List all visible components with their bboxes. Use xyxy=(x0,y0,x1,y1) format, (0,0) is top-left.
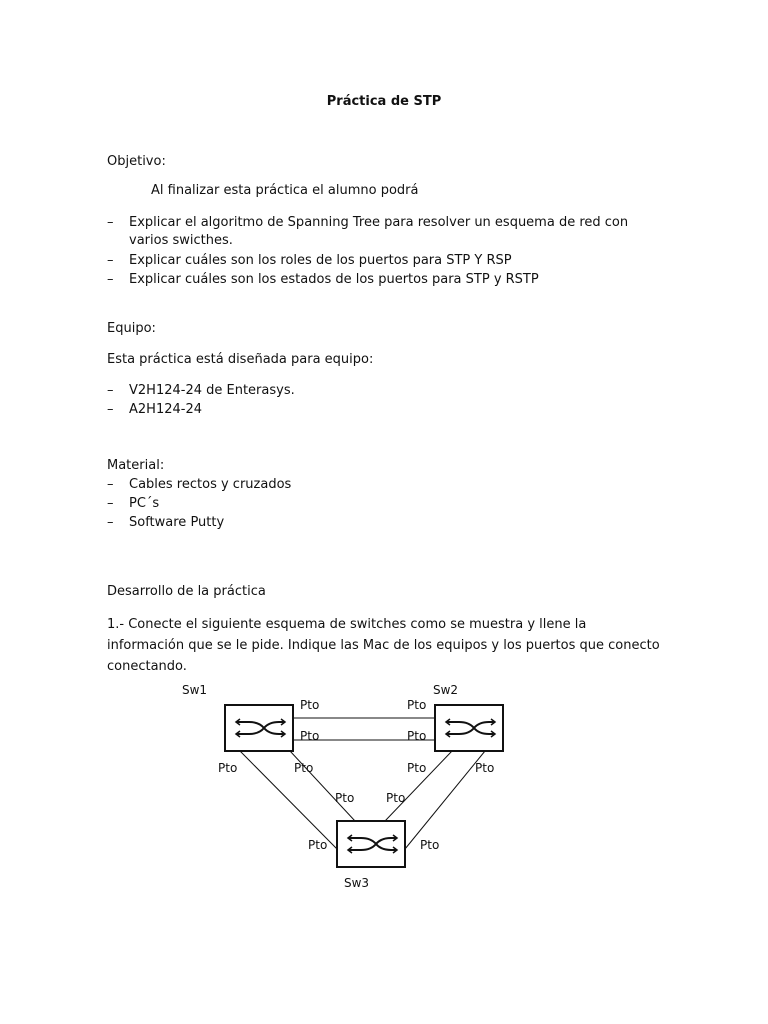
desarrollo-step-1: 1.- Conecte el siguiente esquema de switches como se muestra y llene la información que se le pide. Indique las Mac de los equipos y los puertos que conecto conectando. xyxy=(107,617,660,674)
switch-label-sw3: Sw3 xyxy=(344,876,370,890)
bullet-dash: – xyxy=(107,477,114,492)
material-heading: Material: xyxy=(107,458,165,473)
port-label: Pto xyxy=(407,729,427,743)
port-label: Pto xyxy=(386,791,406,805)
port-label: Pto xyxy=(300,698,320,712)
bullet-dash: – xyxy=(107,383,114,398)
bullet-dash: – xyxy=(107,215,114,230)
port-label: Pto xyxy=(407,698,427,712)
desarrollo-heading: Desarrollo de la práctica xyxy=(107,584,266,599)
material-item: Cables rectos y cruzados xyxy=(129,477,292,492)
port-label: Pto xyxy=(420,838,440,852)
bullet-dash: – xyxy=(107,496,114,511)
port-label: Pto xyxy=(218,761,238,775)
page-title: Práctica de STP xyxy=(326,94,442,109)
port-label: Pto xyxy=(300,729,320,743)
bullet-dash: – xyxy=(107,515,114,530)
equipo-heading: Equipo: xyxy=(107,321,156,336)
objetivo-heading: Objetivo: xyxy=(107,154,166,169)
objetivo-item: Explicar cuáles son los estados de los puertos para STP y RSTP xyxy=(129,272,539,287)
port-label: Pto xyxy=(475,761,495,775)
bullet-dash: – xyxy=(107,272,114,287)
equipo-item: V2H124-24 de Enterasys. xyxy=(129,383,295,398)
material-item: Software Putty xyxy=(129,515,225,530)
equipo-item: A2H124-24 xyxy=(129,402,202,417)
bullet-dash: – xyxy=(107,253,114,268)
switch-sw2 xyxy=(435,705,503,751)
switch-label-sw1: Sw1 xyxy=(182,683,208,697)
objetivo-item: Explicar el algoritmo de Spanning Tree para resolver un esquema de red con varios swicthes. xyxy=(129,215,629,248)
equipo-intro: Esta práctica está diseñada para equipo: xyxy=(107,352,374,367)
port-label: Pto xyxy=(294,761,314,775)
switch-label-sw2: Sw2 xyxy=(433,683,459,697)
objetivo-intro: Al finalizar esta práctica el alumno podrá xyxy=(151,183,419,198)
port-label: Pto xyxy=(335,791,355,805)
port-label: Pto xyxy=(308,838,328,852)
link-sw1-sw3-a xyxy=(240,751,337,849)
bullet-dash: – xyxy=(107,402,114,417)
switch-sw1 xyxy=(225,705,293,751)
material-item: PC´s xyxy=(129,496,160,511)
switch-sw3 xyxy=(337,821,405,867)
objetivo-item: Explicar cuáles son los roles de los puertos para STP Y RSP xyxy=(129,253,512,268)
port-label: Pto xyxy=(407,761,427,775)
